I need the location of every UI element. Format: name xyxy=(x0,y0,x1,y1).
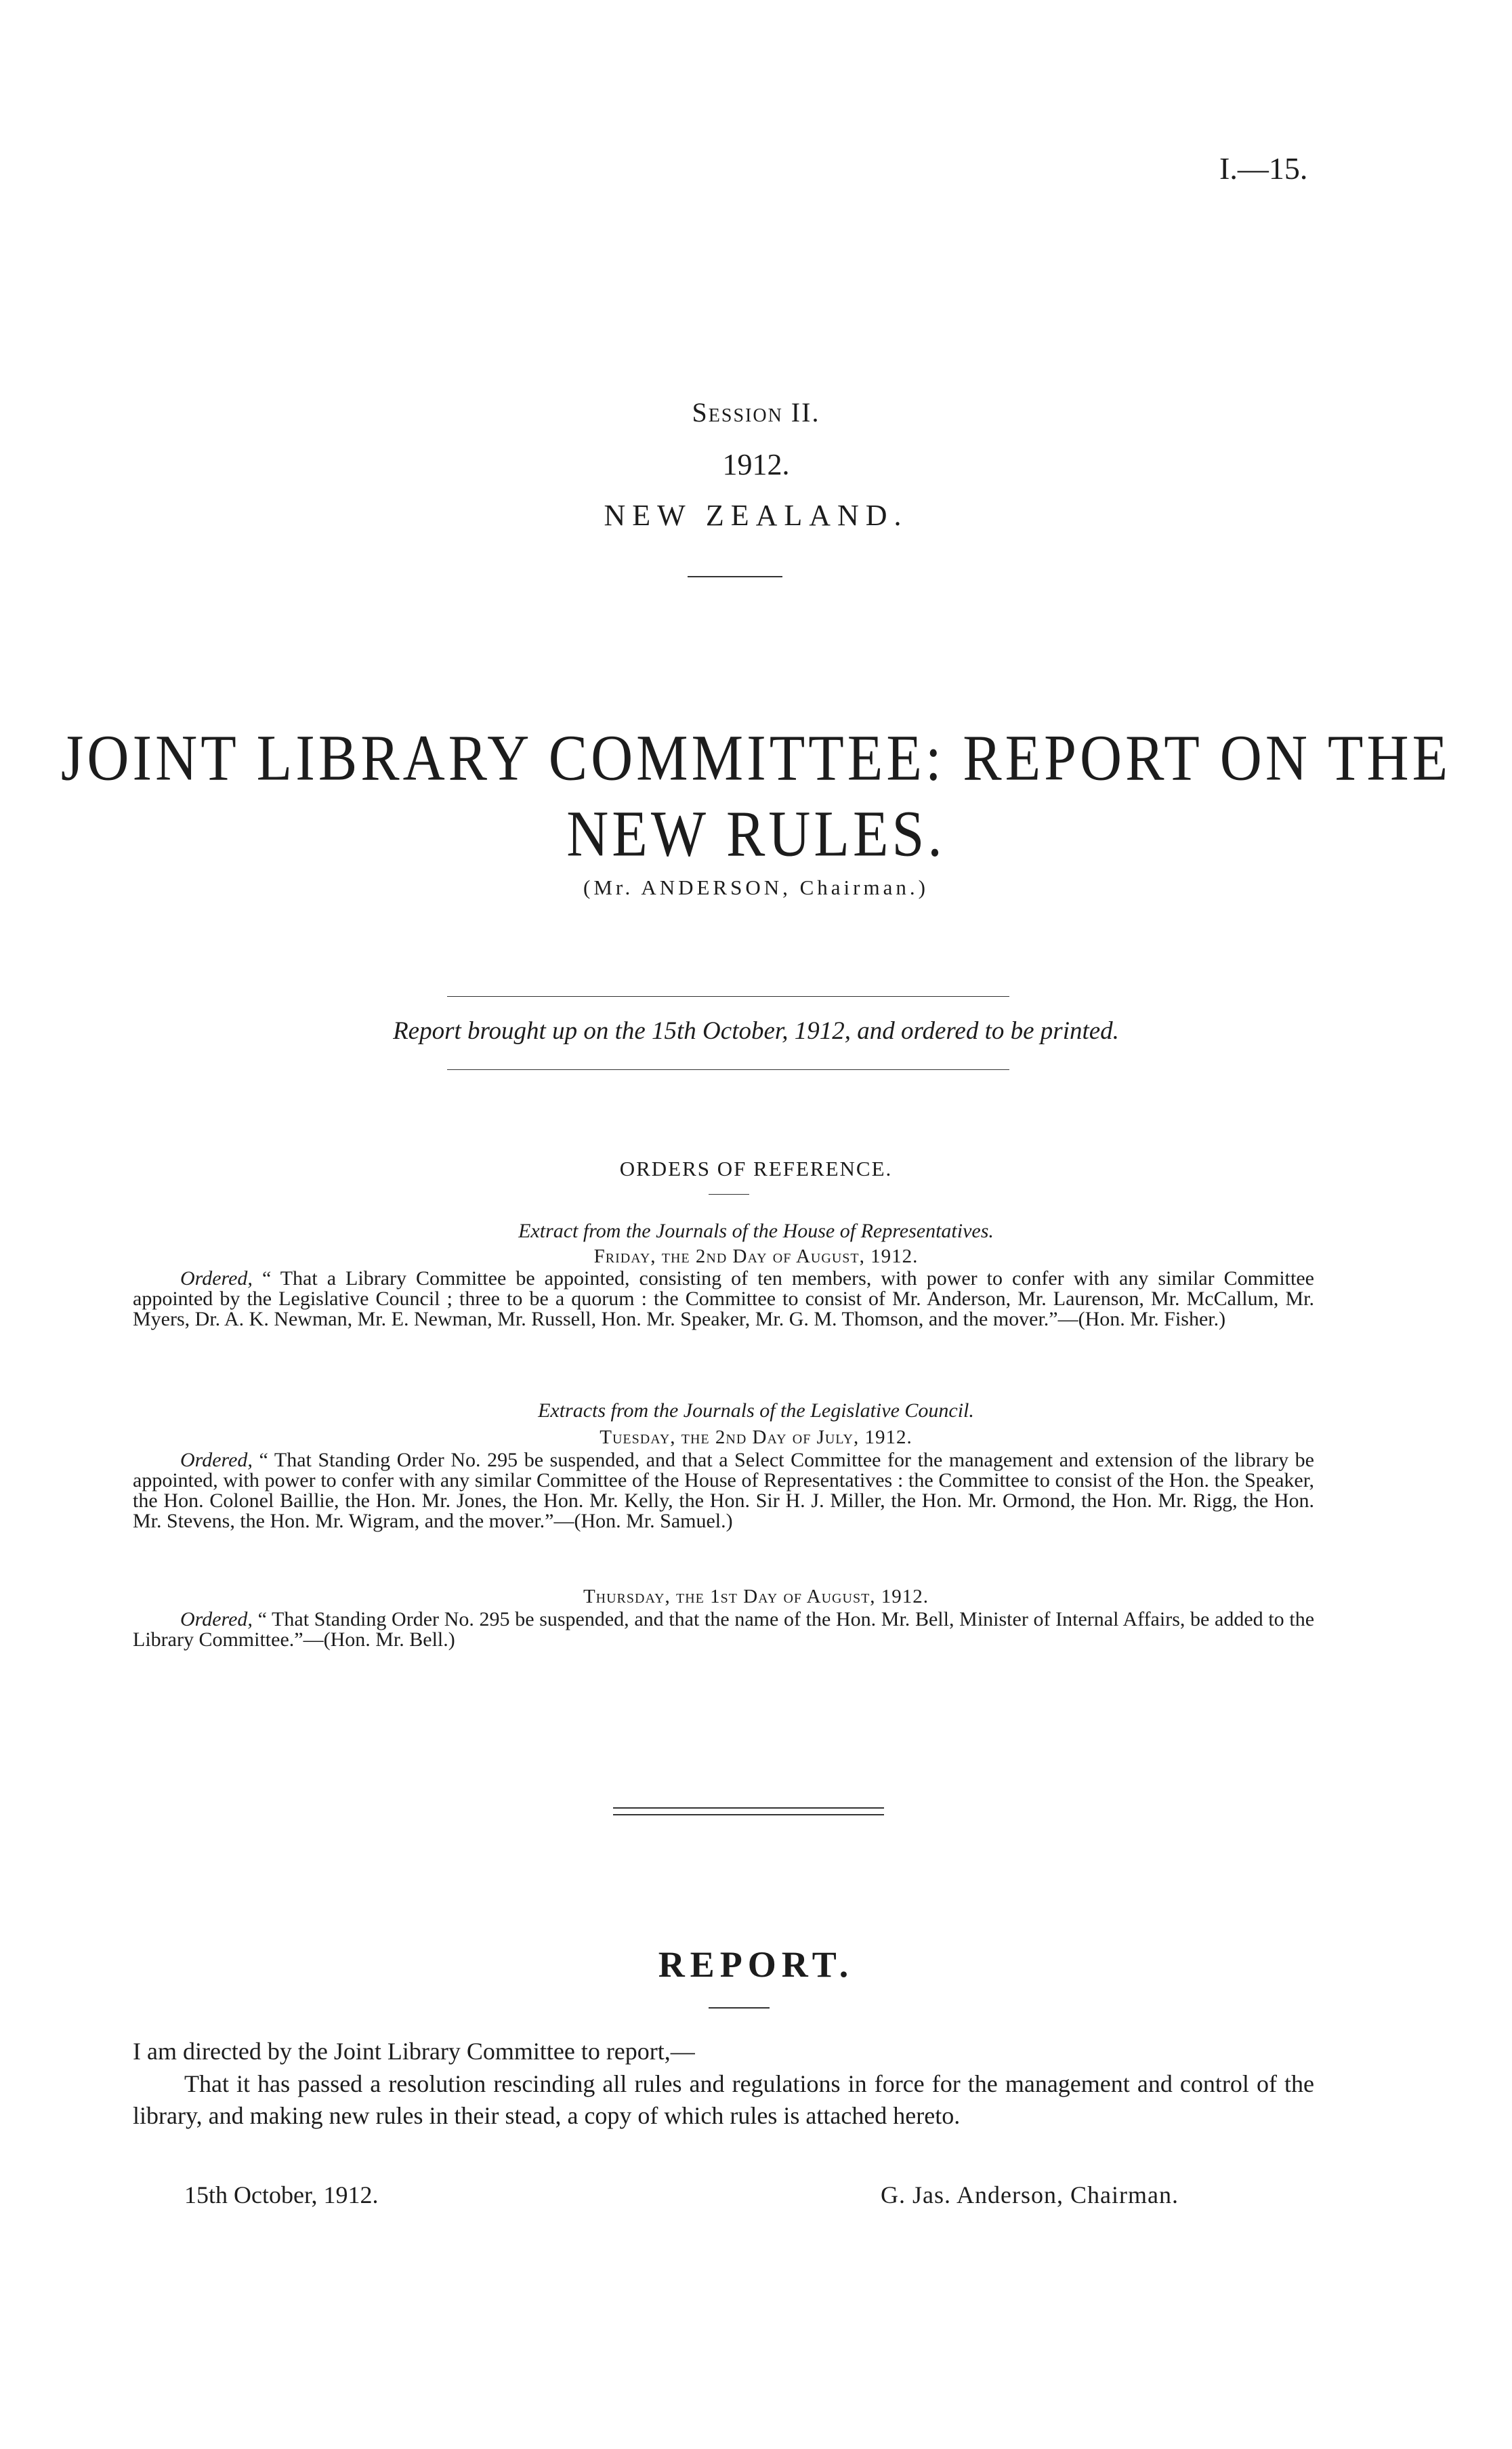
year-label: 1912. xyxy=(722,448,790,481)
house-order-paragraph xyxy=(133,1269,1314,1330)
masthead-divider xyxy=(688,576,782,577)
report-signature: G. Jas. Anderson, Chairman. xyxy=(881,2181,1179,2208)
council-date-1: Tuesday, the 2nd Day of July, 1912. xyxy=(600,1426,912,1448)
orders-divider xyxy=(709,1194,749,1195)
council-order-1-text: “ That Standing Order No. 295 be suspended, and that a Select Committee for the management and extension of the library be appointed, with power to confer with any similar Committee of the House of Representatives : the Committee to consist of the Hon. the Speaker, the Hon. Colonel Baillie, the Hon. Mr. Jones, the Hon. Mr. Kelly, the Hon. Sir H. J. Miller, the Hon. Mr. Ormond, the Hon. Mr. Rigg, the Hon. Mr. Stevens, the Hon. Mr. Wigram, and the mover.”—(Hon. Mr. Samuel.) xyxy=(133,1449,1314,1532)
house-source: Extract from the Journals of the House of Representatives. xyxy=(518,1220,994,1242)
double-rule-bottom xyxy=(613,1814,884,1815)
double-rule-top xyxy=(613,1807,884,1809)
council-date-2: Thursday, the 1st Day of August, 1912. xyxy=(583,1586,929,1607)
orders-heading: ORDERS OF REFERENCE. xyxy=(619,1157,893,1180)
chairman-note: (Mr. ANDERSON, Chairman.) xyxy=(583,876,929,899)
report-date: 15th October, 1912. xyxy=(184,2181,379,2208)
house-order-text: “ That a Library Committee be appointed, consisting of ten members, with power to confer with any similar Committee appointed by the Legislative Council ; three to be a quorum : the Committee to consist of Mr. Anderson, Mr. Laurenson, Mr. McCallum, Mr. Myers, Dr. A. K. Newman, Mr. E. Newman, Mr. Russell, Hon. Mr. Speaker, Mr. G. M. Thomson, and the mover.”—(Hon. Mr. Fisher.) xyxy=(133,1267,1314,1330)
report-body xyxy=(133,2068,1314,2132)
report-brought-up: Report brought up on the 15th October, 1912, and ordered to be printed. xyxy=(393,1017,1119,1045)
document-title-line1: JOINT LIBRARY COMMITTEE: REPORT ON THE xyxy=(60,721,1452,794)
country-label: NEW ZEALAND. xyxy=(604,499,908,532)
council-order-1-paragraph xyxy=(133,1450,1314,1531)
report-opening: I am directed by the Joint Library Committee to report,— xyxy=(133,2038,695,2065)
report-divider xyxy=(709,2007,770,2009)
council-ordered-label-2: Ordered, xyxy=(180,1608,253,1630)
council-source: Extracts from the Journals of the Legislative Council. xyxy=(538,1399,974,1422)
page-reference: I.—15. xyxy=(1219,151,1308,186)
report-heading: REPORT. xyxy=(658,1944,854,1985)
council-order-2-paragraph xyxy=(133,1609,1314,1650)
session-label: Session II. xyxy=(692,397,820,428)
council-order-2-text: “ That Standing Order No. 295 be suspended, and that the name of the Hon. Mr. Bell, Minister of Internal Affairs, be added to the Library Committee.”—(Hon. Mr. Bell.) xyxy=(133,1608,1315,1651)
council-ordered-label-1: Ordered, xyxy=(180,1449,253,1471)
document-title-line2: NEW RULES. xyxy=(566,797,946,870)
top-rule xyxy=(447,996,1009,997)
bottom-rule xyxy=(447,1069,1009,1070)
house-ordered-label: Ordered, xyxy=(180,1267,253,1290)
report-body-text: That it has passed a resolution rescinding all rules and regulations in force for the management and control of the library, and making new rules in their stead, a copy of which rules is attached hereto. xyxy=(133,2070,1314,2129)
house-date: Friday, the 2nd Day of August, 1912. xyxy=(593,1246,919,1267)
